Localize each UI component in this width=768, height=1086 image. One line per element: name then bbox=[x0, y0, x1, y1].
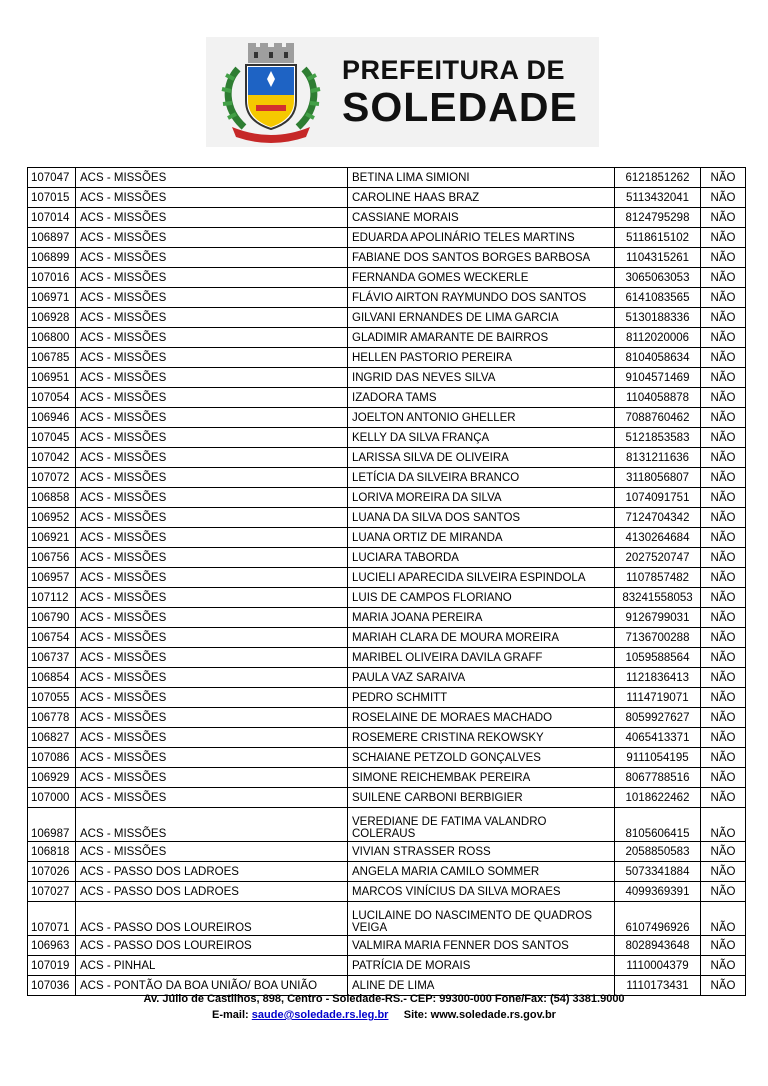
row-id: 106987 bbox=[28, 808, 76, 842]
row-status: NÃO bbox=[701, 248, 746, 268]
row-id: 107042 bbox=[28, 448, 76, 468]
row-unit: ACS - MISSÕES bbox=[76, 808, 348, 842]
row-name: SUILENE CARBONI BERBIGIER bbox=[348, 788, 615, 808]
row-doc: 8131211636 bbox=[615, 448, 701, 468]
table-row bbox=[28, 788, 746, 808]
row-unit: ACS - PASSO DOS LADROES bbox=[76, 862, 348, 882]
row-id: 106952 bbox=[28, 508, 76, 528]
row-id: 107026 bbox=[28, 862, 76, 882]
row-name: ALINE DE LIMA bbox=[348, 976, 615, 996]
row-name: FLÁVIO AIRTON RAYMUNDO DOS SANTOS bbox=[348, 288, 615, 308]
row-status: NÃO bbox=[701, 688, 746, 708]
row-unit: ACS - MISSÕES bbox=[76, 528, 348, 548]
row-doc: 6121851262 bbox=[615, 168, 701, 188]
row-id: 106737 bbox=[28, 648, 76, 668]
row-name: MARCOS VINÍCIUS DA SILVA MORAES bbox=[348, 882, 615, 902]
row-unit: ACS - MISSÕES bbox=[76, 688, 348, 708]
row-doc: 8059927627 bbox=[615, 708, 701, 728]
row-unit: ACS - MISSÕES bbox=[76, 508, 348, 528]
row-name: ROSELAINE DE MORAES MACHADO bbox=[348, 708, 615, 728]
table-row bbox=[28, 902, 746, 936]
site-label: Site: bbox=[403, 1009, 428, 1021]
row-name: INGRID DAS NEVES SILVA bbox=[348, 368, 615, 388]
row-doc: 3118056807 bbox=[615, 468, 701, 488]
row-status: NÃO bbox=[701, 668, 746, 688]
row-doc: 1110173431 bbox=[615, 976, 701, 996]
row-unit: ACS - MISSÕES bbox=[76, 168, 348, 188]
row-status: NÃO bbox=[701, 956, 746, 976]
row-id: 106778 bbox=[28, 708, 76, 728]
row-status: NÃO bbox=[701, 488, 746, 508]
table-row bbox=[28, 936, 746, 956]
row-unit: ACS - MISSÕES bbox=[76, 228, 348, 248]
row-doc: 4065413371 bbox=[615, 728, 701, 748]
row-id: 107019 bbox=[28, 956, 76, 976]
row-name: PAULA VAZ SARAIVA bbox=[348, 668, 615, 688]
table-row bbox=[28, 328, 746, 348]
row-status: NÃO bbox=[701, 548, 746, 568]
row-id: 106858 bbox=[28, 488, 76, 508]
row-doc: 1110004379 bbox=[615, 956, 701, 976]
row-status: NÃO bbox=[701, 428, 746, 448]
row-status: NÃO bbox=[701, 648, 746, 668]
row-name: CAROLINE HAAS BRAZ bbox=[348, 188, 615, 208]
table-row bbox=[28, 648, 746, 668]
row-name: JOELTON ANTONIO GHELLER bbox=[348, 408, 615, 428]
row-status: NÃO bbox=[701, 388, 746, 408]
row-doc: 2027520747 bbox=[615, 548, 701, 568]
row-unit: ACS - MISSÕES bbox=[76, 468, 348, 488]
table-row bbox=[28, 608, 746, 628]
row-doc: 7124704342 bbox=[615, 508, 701, 528]
row-unit: ACS - PASSO DOS LOUREIROS bbox=[76, 936, 348, 956]
table-row bbox=[28, 862, 746, 882]
row-unit: ACS - MISSÕES bbox=[76, 788, 348, 808]
row-doc: 9104571469 bbox=[615, 368, 701, 388]
row-name: GLADIMIR AMARANTE DE BAIRROS bbox=[348, 328, 615, 348]
row-status: NÃO bbox=[701, 268, 746, 288]
row-name: CASSIANE MORAIS bbox=[348, 208, 615, 228]
row-status: NÃO bbox=[701, 588, 746, 608]
row-status: NÃO bbox=[701, 448, 746, 468]
brand-line2: SOLEDADE bbox=[342, 84, 578, 130]
row-unit: ACS - MISSÕES bbox=[76, 488, 348, 508]
table-row bbox=[28, 188, 746, 208]
table-row bbox=[28, 528, 746, 548]
row-doc: 5130188336 bbox=[615, 308, 701, 328]
table-row bbox=[28, 288, 746, 308]
row-unit: ACS - MISSÕES bbox=[76, 768, 348, 788]
row-unit: ACS - MISSÕES bbox=[76, 428, 348, 448]
row-id: 107112 bbox=[28, 588, 76, 608]
row-name: ANGELA MARIA CAMILO SOMMER bbox=[348, 862, 615, 882]
row-name: FERNANDA GOMES WECKERLE bbox=[348, 268, 615, 288]
footer-address: Av. Júlio de Castilhos, 898, Centro - Soledade-RS.- CEP: 99300-000 Fone/Fax: (54) 3381.9000 bbox=[143, 993, 625, 1005]
row-id: 107045 bbox=[28, 428, 76, 448]
row-doc: 7136700288 bbox=[615, 628, 701, 648]
row-doc: 3065063053 bbox=[615, 268, 701, 288]
row-name: KELLY DA SILVA FRANÇA bbox=[348, 428, 615, 448]
row-id: 107027 bbox=[28, 882, 76, 902]
row-unit: ACS - PONTÃO DA BOA UNIÃO/ BOA UNIÃO bbox=[76, 976, 348, 996]
row-status: NÃO bbox=[701, 976, 746, 996]
row-name: LARISSA SILVA DE OLIVEIRA bbox=[348, 448, 615, 468]
row-status: NÃO bbox=[701, 568, 746, 588]
row-name: BETINA LIMA SIMIONI bbox=[348, 168, 615, 188]
footer bbox=[0, 991, 768, 1023]
row-status: NÃO bbox=[701, 768, 746, 788]
row-doc: 7088760462 bbox=[615, 408, 701, 428]
row-id: 107086 bbox=[28, 748, 76, 768]
row-name: IZADORA TAMS bbox=[348, 388, 615, 408]
footer-contact bbox=[0, 1007, 768, 1023]
row-unit: ACS - MISSÕES bbox=[76, 308, 348, 328]
row-unit: ACS - MISSÕES bbox=[76, 388, 348, 408]
row-status: NÃO bbox=[701, 748, 746, 768]
row-status: NÃO bbox=[701, 608, 746, 628]
row-doc: 5121853583 bbox=[615, 428, 701, 448]
row-doc: 6141083565 bbox=[615, 288, 701, 308]
row-unit: ACS - MISSÕES bbox=[76, 248, 348, 268]
table-row bbox=[28, 568, 746, 588]
row-status: NÃO bbox=[701, 348, 746, 368]
row-doc: 9126799031 bbox=[615, 608, 701, 628]
row-status: NÃO bbox=[701, 508, 746, 528]
table-row bbox=[28, 448, 746, 468]
row-name: SIMONE REICHEMBAK PEREIRA bbox=[348, 768, 615, 788]
row-id: 106928 bbox=[28, 308, 76, 328]
row-doc: 1107857482 bbox=[615, 568, 701, 588]
row-status: NÃO bbox=[701, 208, 746, 228]
row-name: MARIAH CLARA DE MOURA MOREIRA bbox=[348, 628, 615, 648]
row-name: MARIA JOANA PEREIRA bbox=[348, 608, 615, 628]
row-status: NÃO bbox=[701, 408, 746, 428]
row-name: LUCIARA TABORDA bbox=[348, 548, 615, 568]
row-doc: 1121836413 bbox=[615, 668, 701, 688]
row-unit: ACS - MISSÕES bbox=[76, 608, 348, 628]
row-unit: ACS - MISSÕES bbox=[76, 448, 348, 468]
brand-line1: PREFEITURA DE bbox=[342, 55, 566, 85]
table-row bbox=[28, 308, 746, 328]
row-id: 107054 bbox=[28, 388, 76, 408]
brand-title bbox=[342, 55, 578, 129]
row-id: 106785 bbox=[28, 348, 76, 368]
row-status: NÃO bbox=[701, 368, 746, 388]
row-unit: ACS - MISSÕES bbox=[76, 548, 348, 568]
row-unit: ACS - MISSÕES bbox=[76, 648, 348, 668]
row-doc: 8124795298 bbox=[615, 208, 701, 228]
row-name: LUANA DA SILVA DOS SANTOS bbox=[348, 508, 615, 528]
row-doc: 2058850583 bbox=[615, 842, 701, 862]
row-doc: 9111054195 bbox=[615, 748, 701, 768]
row-name: LUIS DE CAMPOS FLORIANO bbox=[348, 588, 615, 608]
row-name: LUANA ORTIZ DE MIRANDA bbox=[348, 528, 615, 548]
row-id: 106800 bbox=[28, 328, 76, 348]
row-name: PEDRO SCHMITT bbox=[348, 688, 615, 708]
row-status: NÃO bbox=[701, 308, 746, 328]
row-doc: 8028943648 bbox=[615, 936, 701, 956]
row-unit: ACS - MISSÕES bbox=[76, 368, 348, 388]
row-status: NÃO bbox=[701, 708, 746, 728]
table-row bbox=[28, 688, 746, 708]
row-unit: ACS - MISSÕES bbox=[76, 268, 348, 288]
row-name: VEREDIANE DE FATIMA VALANDRO COLERAUS bbox=[348, 808, 615, 842]
row-name: LUCILAINE DO NASCIMENTO DE QUADROS VEIGA bbox=[348, 902, 615, 936]
row-name: LORIVA MOREIRA DA SILVA bbox=[348, 488, 615, 508]
row-doc: 6107496926 bbox=[615, 902, 701, 936]
row-id: 106754 bbox=[28, 628, 76, 648]
row-id: 106957 bbox=[28, 568, 76, 588]
row-name: HELLEN PASTORIO PEREIRA bbox=[348, 348, 615, 368]
row-name: GILVANI ERNANDES DE LIMA GARCIA bbox=[348, 308, 615, 328]
row-id: 106827 bbox=[28, 728, 76, 748]
table-row bbox=[28, 208, 746, 228]
table-row bbox=[28, 408, 746, 428]
row-status: NÃO bbox=[701, 808, 746, 842]
row-unit: ACS - MISSÕES bbox=[76, 748, 348, 768]
row-status: NÃO bbox=[701, 862, 746, 882]
table-row bbox=[28, 468, 746, 488]
row-status: NÃO bbox=[701, 936, 746, 956]
row-name: VALMIRA MARIA FENNER DOS SANTOS bbox=[348, 936, 615, 956]
row-id: 107014 bbox=[28, 208, 76, 228]
table-row bbox=[28, 748, 746, 768]
row-unit: ACS - PINHAL bbox=[76, 956, 348, 976]
table-row bbox=[28, 548, 746, 568]
row-status: NÃO bbox=[701, 288, 746, 308]
row-id: 107016 bbox=[28, 268, 76, 288]
table-row bbox=[28, 808, 746, 842]
row-status: NÃO bbox=[701, 468, 746, 488]
table-row bbox=[28, 588, 746, 608]
table-row bbox=[28, 228, 746, 248]
row-status: NÃO bbox=[701, 528, 746, 548]
row-doc: 1114719071 bbox=[615, 688, 701, 708]
row-doc: 8104058634 bbox=[615, 348, 701, 368]
row-doc: 8067788516 bbox=[615, 768, 701, 788]
row-doc: 1059588564 bbox=[615, 648, 701, 668]
row-doc: 1104058878 bbox=[615, 388, 701, 408]
row-status: NÃO bbox=[701, 628, 746, 648]
row-unit: ACS - PASSO DOS LOUREIROS bbox=[76, 902, 348, 936]
row-doc: 1074091751 bbox=[615, 488, 701, 508]
row-name: MARIBEL OLIVEIRA DAVILA GRAFF bbox=[348, 648, 615, 668]
row-doc: 1104315261 bbox=[615, 248, 701, 268]
row-unit: ACS - MISSÕES bbox=[76, 628, 348, 648]
row-id: 106921 bbox=[28, 528, 76, 548]
row-id: 106899 bbox=[28, 248, 76, 268]
row-id: 107047 bbox=[28, 168, 76, 188]
row-unit: ACS - MISSÕES bbox=[76, 588, 348, 608]
table-row bbox=[28, 348, 746, 368]
row-id: 106818 bbox=[28, 842, 76, 862]
row-id: 106963 bbox=[28, 936, 76, 956]
row-unit: ACS - MISSÕES bbox=[76, 208, 348, 228]
row-name: VIVIAN STRASSER ROSS bbox=[348, 842, 615, 862]
table-row bbox=[28, 268, 746, 288]
row-id: 107036 bbox=[28, 976, 76, 996]
row-name: LETÍCIA DA SILVEIRA BRANCO bbox=[348, 468, 615, 488]
row-unit: ACS - MISSÕES bbox=[76, 842, 348, 862]
row-name: SCHAIANE PETZOLD GONÇALVES bbox=[348, 748, 615, 768]
row-status: NÃO bbox=[701, 902, 746, 936]
row-name: FABIANE DOS SANTOS BORGES BARBOSA bbox=[348, 248, 615, 268]
email-label: E-mail: bbox=[212, 1009, 249, 1021]
row-doc: 1018622462 bbox=[615, 788, 701, 808]
row-unit: ACS - MISSÕES bbox=[76, 728, 348, 748]
row-id: 106951 bbox=[28, 368, 76, 388]
row-doc: 4099369391 bbox=[615, 882, 701, 902]
row-doc: 8105606415 bbox=[615, 808, 701, 842]
row-name: PATRÍCIA DE MORAIS bbox=[348, 956, 615, 976]
row-unit: ACS - MISSÕES bbox=[76, 288, 348, 308]
row-id: 107072 bbox=[28, 468, 76, 488]
row-unit: ACS - MISSÕES bbox=[76, 568, 348, 588]
row-id: 106971 bbox=[28, 288, 76, 308]
table-row bbox=[28, 768, 746, 788]
row-id: 107015 bbox=[28, 188, 76, 208]
roster-table bbox=[27, 167, 746, 996]
roster-body bbox=[28, 168, 746, 996]
table-row bbox=[28, 882, 746, 902]
row-unit: ACS - MISSÕES bbox=[76, 408, 348, 428]
row-status: NÃO bbox=[701, 788, 746, 808]
letterhead bbox=[206, 37, 599, 147]
row-id: 106929 bbox=[28, 768, 76, 788]
row-status: NÃO bbox=[701, 328, 746, 348]
row-id: 106897 bbox=[28, 228, 76, 248]
table-row bbox=[28, 508, 746, 528]
row-status: NÃO bbox=[701, 188, 746, 208]
row-name: EDUARDA APOLINÁRIO TELES MARTINS bbox=[348, 228, 615, 248]
table-row bbox=[28, 708, 746, 728]
table-row bbox=[28, 168, 746, 188]
table-row bbox=[28, 488, 746, 508]
site-url: www.soledade.rs.gov.br bbox=[430, 1009, 556, 1021]
row-doc: 5073341884 bbox=[615, 862, 701, 882]
row-id: 107000 bbox=[28, 788, 76, 808]
table-row bbox=[28, 728, 746, 748]
row-unit: ACS - MISSÕES bbox=[76, 348, 348, 368]
row-status: NÃO bbox=[701, 228, 746, 248]
table-row bbox=[28, 842, 746, 862]
row-id: 107071 bbox=[28, 902, 76, 936]
table-row bbox=[28, 428, 746, 448]
row-unit: ACS - MISSÕES bbox=[76, 188, 348, 208]
row-doc: 5113432041 bbox=[615, 188, 701, 208]
row-status: NÃO bbox=[701, 842, 746, 862]
row-doc: 5118615102 bbox=[615, 228, 701, 248]
table-row bbox=[28, 668, 746, 688]
row-unit: ACS - MISSÕES bbox=[76, 328, 348, 348]
table-row bbox=[28, 368, 746, 388]
row-unit: ACS - MISSÕES bbox=[76, 708, 348, 728]
row-name: ROSEMERE CRISTINA REKOWSKY bbox=[348, 728, 615, 748]
row-id: 106946 bbox=[28, 408, 76, 428]
row-id: 106756 bbox=[28, 548, 76, 568]
row-unit: ACS - MISSÕES bbox=[76, 668, 348, 688]
table-row bbox=[28, 956, 746, 976]
table-row bbox=[28, 628, 746, 648]
row-name: LUCIELI APARECIDA SILVEIRA ESPINDOLA bbox=[348, 568, 615, 588]
row-unit: ACS - PASSO DOS LADROES bbox=[76, 882, 348, 902]
row-doc: 4130264684 bbox=[615, 528, 701, 548]
row-status: NÃO bbox=[701, 882, 746, 902]
row-id: 106854 bbox=[28, 668, 76, 688]
row-status: NÃO bbox=[701, 728, 746, 748]
row-id: 107055 bbox=[28, 688, 76, 708]
row-doc: 8112020006 bbox=[615, 328, 701, 348]
table-row bbox=[28, 248, 746, 268]
municipal-crest-icon bbox=[216, 39, 326, 145]
email-link[interactable]: saude@soledade.rs.leg.br bbox=[251, 1009, 389, 1021]
row-doc: 83241558053 bbox=[615, 588, 701, 608]
row-status: NÃO bbox=[701, 168, 746, 188]
table-row bbox=[28, 388, 746, 408]
row-id: 106790 bbox=[28, 608, 76, 628]
